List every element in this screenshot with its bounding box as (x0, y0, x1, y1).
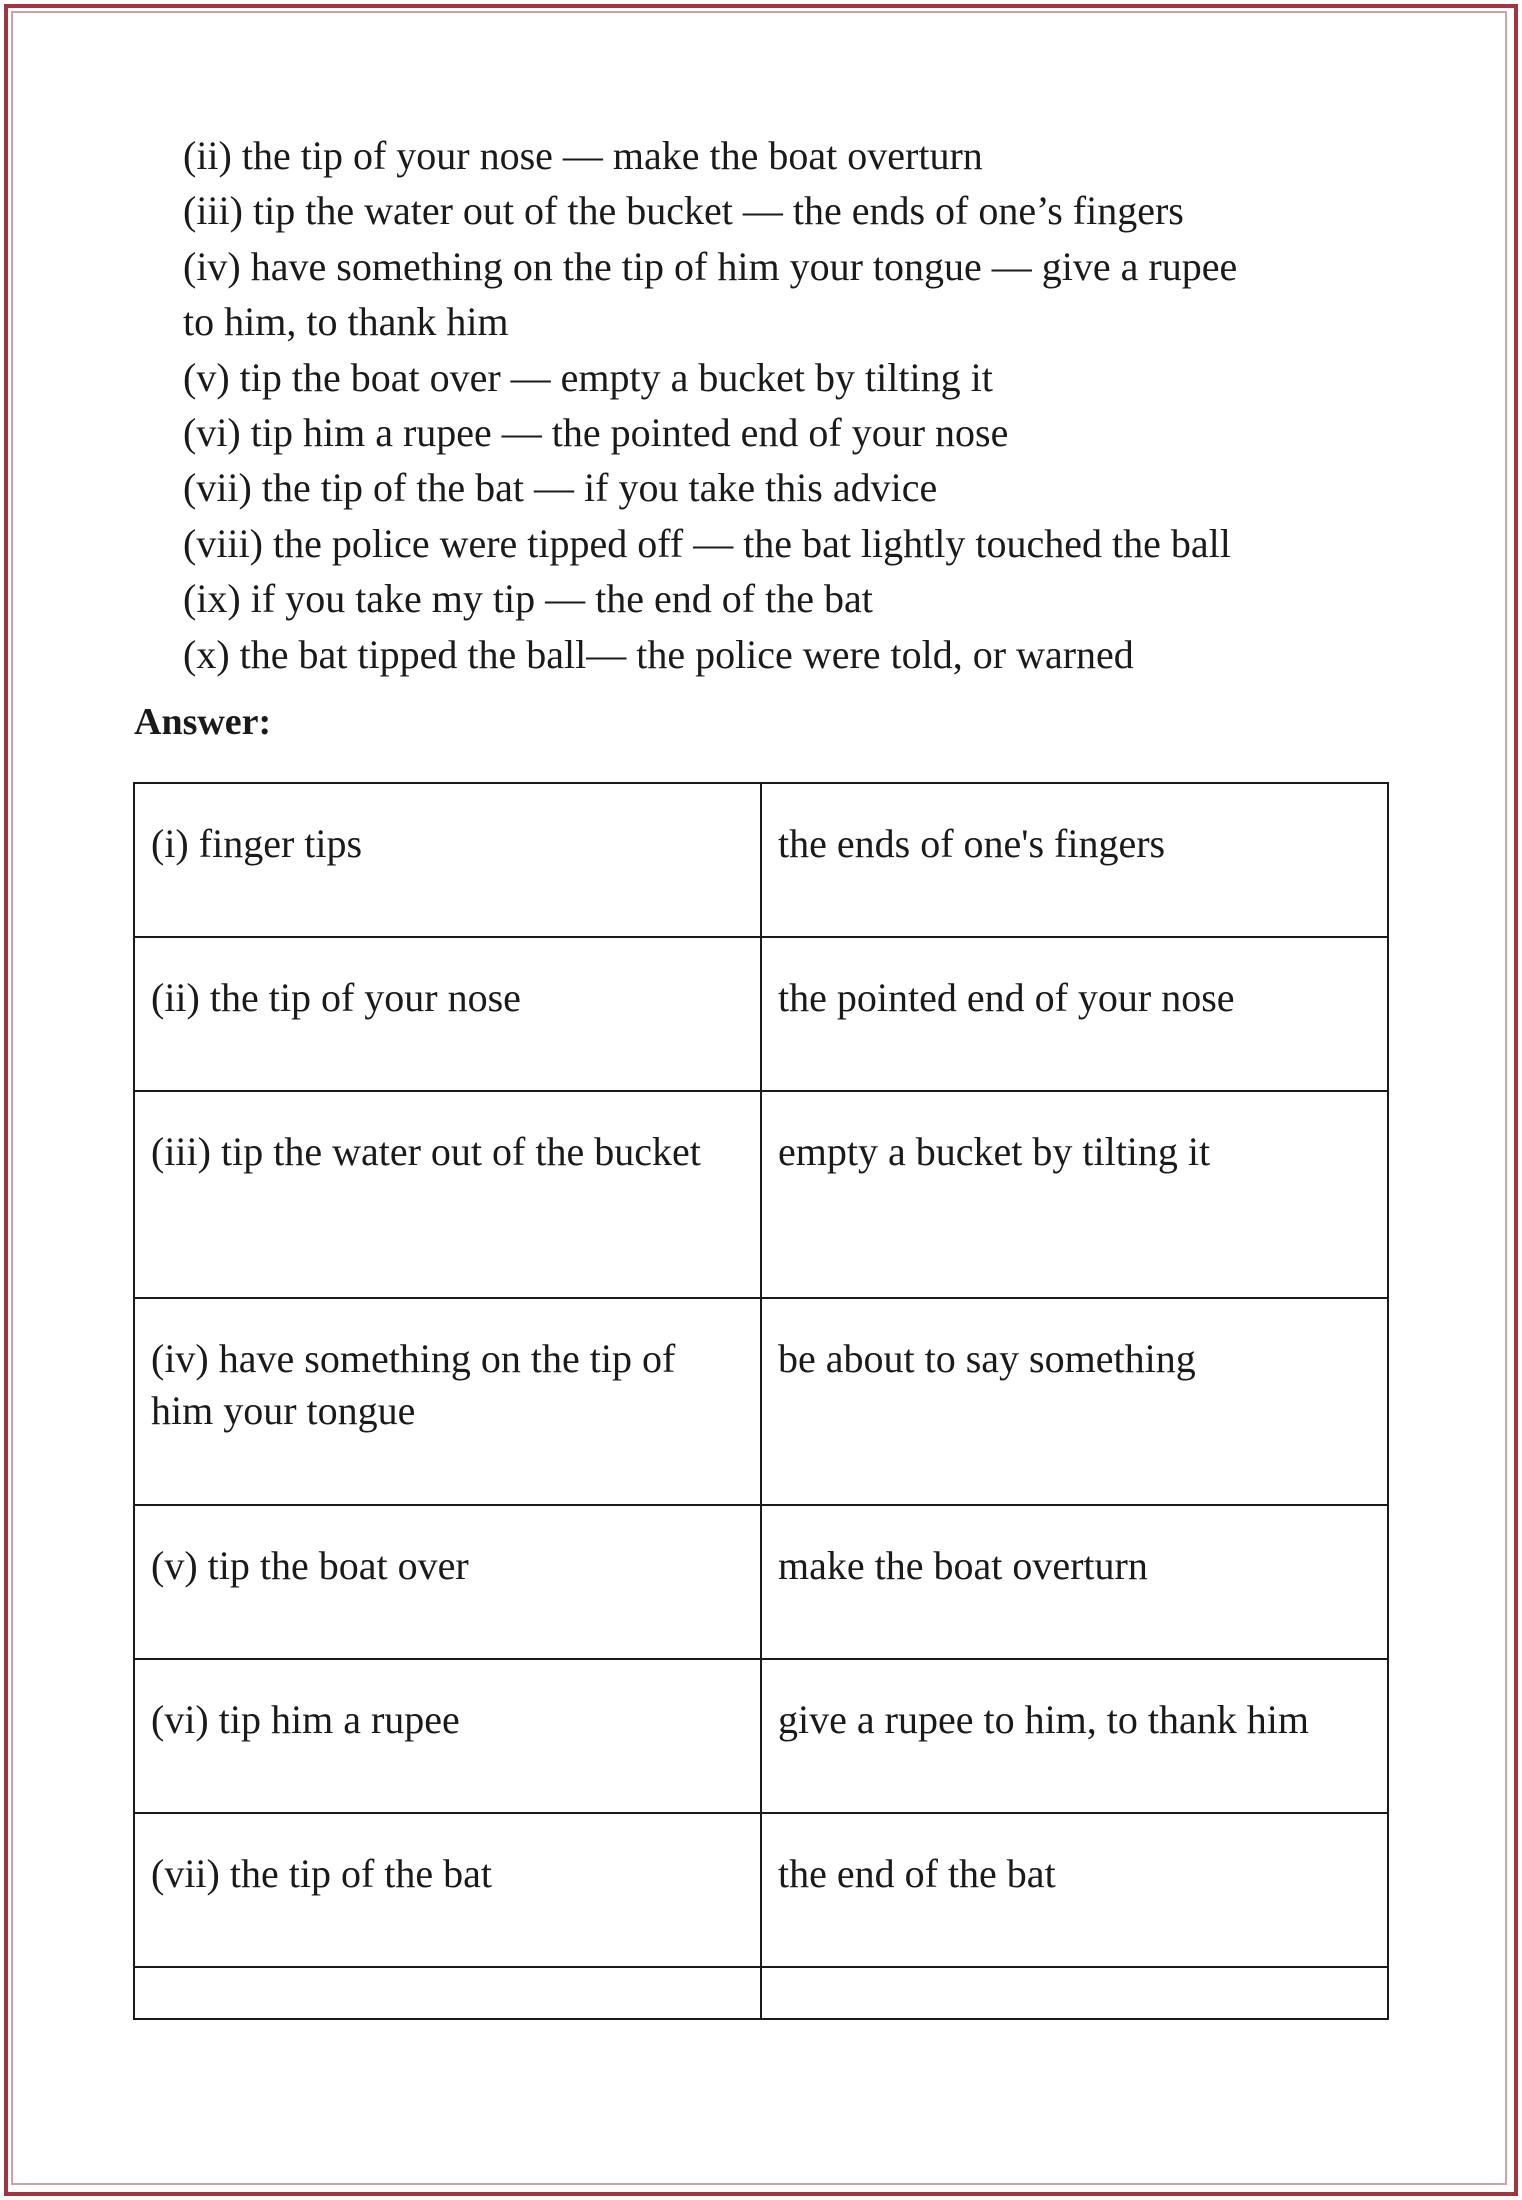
empty-cell (134, 1967, 761, 2019)
table-row (134, 783, 1388, 937)
meaning-cell: the end of the bat (761, 1813, 1388, 1967)
phrase-cell: (vi) tip him a rupee (134, 1659, 761, 1813)
table-row (134, 937, 1388, 1091)
answer-table (133, 782, 1389, 2020)
empty-cell (761, 1967, 1388, 2019)
meaning-cell: empty a bucket by tilting it (761, 1091, 1388, 1298)
question-line: (iii) tip the water out of the bucket — the ends of one’s fingers (183, 188, 1184, 234)
meaning-cell: give a rupee to him, to thank him (761, 1659, 1388, 1813)
meaning-cell: the pointed end of your nose (761, 937, 1388, 1091)
phrase-cell: (iv) have something on the tip of him your tongue (134, 1298, 761, 1505)
phrase-cell: (vii) the tip of the bat (134, 1813, 761, 1967)
table-row (134, 1659, 1388, 1813)
meaning-cell: the ends of one's fingers (761, 783, 1388, 937)
question-line: (ii) the tip of your nose — make the boat overturn (183, 133, 983, 178)
question-line: to him, to thank him (183, 299, 509, 345)
table-row (134, 1091, 1388, 1298)
table-row (134, 1505, 1388, 1659)
question-line: (viii) the police were tipped off — the bat lightly touched the ball (183, 520, 1231, 566)
answer-heading: Answer: (134, 701, 272, 743)
question-line: (iv) have something on the tip of him your tongue — give a rupee (183, 243, 1238, 289)
table-row (134, 1298, 1388, 1505)
question-line: (x) the bat tipped the ball— the police were told, or warned (183, 631, 1134, 677)
empty-table-row (134, 1967, 1388, 2019)
question-line: (v) tip the boat over — empty a bucket by tilting it (183, 354, 993, 400)
phrase-cell: (iii) tip the water out of the bucket (134, 1091, 761, 1298)
meaning-cell: make the boat overturn (761, 1505, 1388, 1659)
question-line: (ix) if you take my tip — the end of the bat (183, 576, 873, 622)
phrase-cell: (ii) the tip of your nose (134, 937, 761, 1091)
table-row (134, 1813, 1388, 1967)
phrase-cell: (i) finger tips (134, 783, 761, 937)
question-line: (vi) tip him a rupee — the pointed end of your nose (183, 410, 1009, 456)
meaning-cell: be about to say something (761, 1298, 1388, 1505)
phrase-cell: (v) tip the boat over (134, 1505, 761, 1659)
match-question-list (183, 128, 1383, 682)
question-line: (vii) the tip of the bat — if you take this advice (183, 465, 938, 511)
